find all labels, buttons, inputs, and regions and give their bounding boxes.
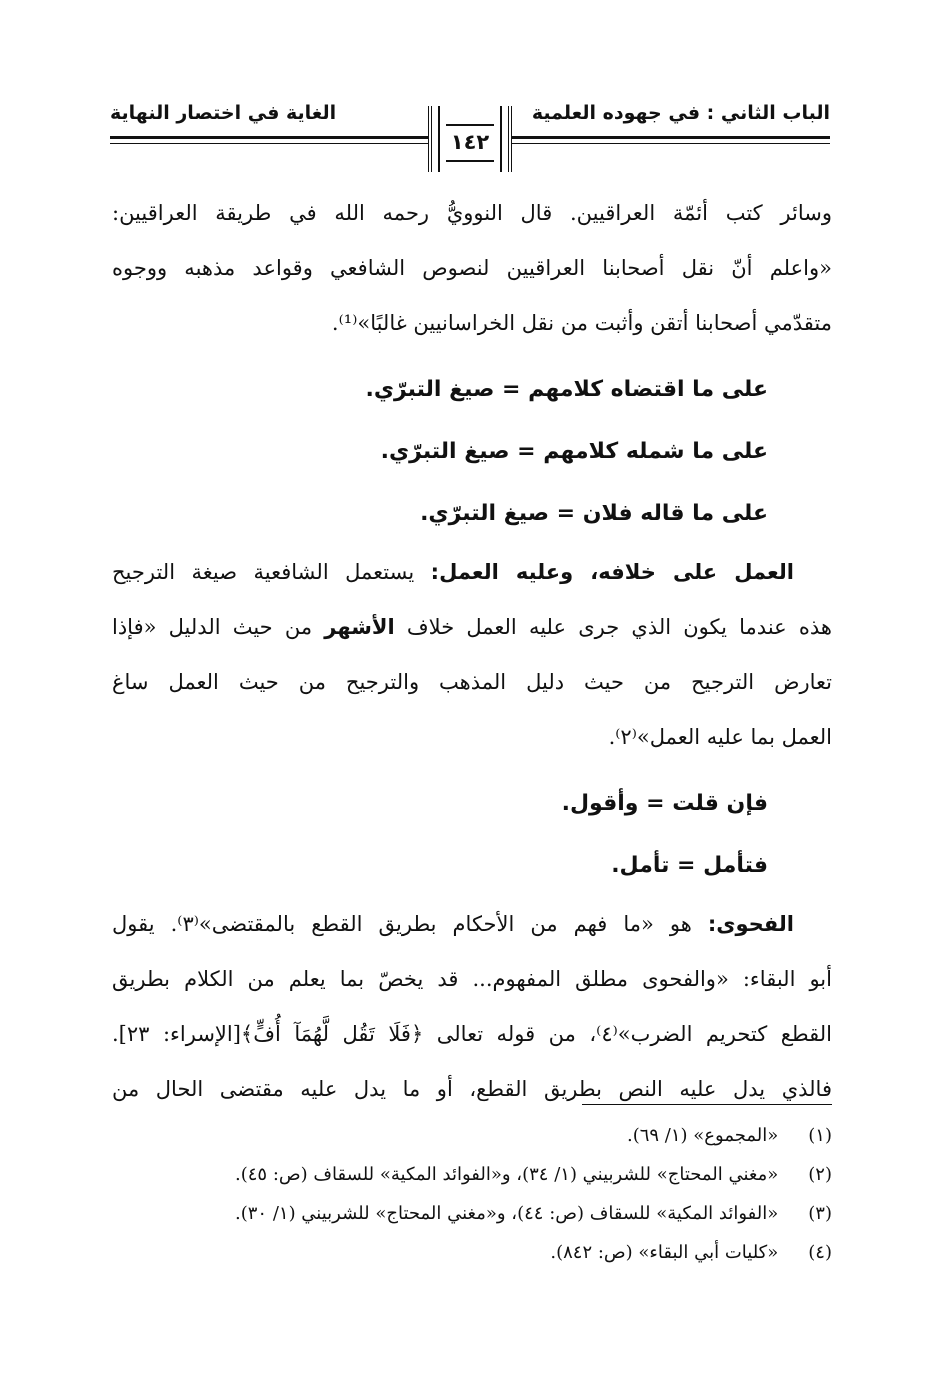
page-number-frame bbox=[428, 106, 512, 172]
footnote-text: «مغني المحتاج» للشربيني (١/ ٣٤)، و«الفوائد المكية» للسقاف (ص: ٤٥). bbox=[235, 1164, 779, 1185]
body-line: القطع كتحريم الضرب»⁽٤⁾، من قوله تعالى ﴿فَلَا تَقُل لَّهُمَآ أُفٍّ﴾[الإسراء: ٢٣]. bbox=[112, 1022, 832, 1046]
footnote-number: (٤) bbox=[808, 1242, 832, 1263]
term-heading: فتأمل = تأمل. bbox=[611, 853, 768, 878]
line-text: يستعمل الشافعية صيغة الترجيح bbox=[112, 560, 415, 584]
term-heading: على ما قاله فلان = صيغ التبرّي. bbox=[420, 501, 768, 526]
term-heading: فإن قلت = وأقول. bbox=[561, 791, 768, 816]
footnote bbox=[112, 1233, 832, 1272]
footnote-separator bbox=[582, 1104, 832, 1105]
body-line: متقدّمي أصحابنا أتقن وأثبت من نقل الخراسانيين غالبًا»⁽¹⁾. bbox=[331, 311, 832, 335]
emphasis-text: الأشهر bbox=[324, 615, 395, 639]
term-label: العمل على خلافه، وعليه العمل: bbox=[430, 560, 794, 584]
body-line: العمل بما عليه العمل»⁽٢⁾. bbox=[608, 725, 832, 749]
footnote bbox=[112, 1194, 832, 1233]
footnote-text: «المجموع» (١/ ٦٩). bbox=[626, 1125, 779, 1146]
body-line: فالذي يدل عليه النص بطريق القطع، أو ما يدل عليه مقتضى الحال من bbox=[112, 1077, 832, 1101]
line-text: هذه عندما يكون الذي جرى عليه العمل خلاف bbox=[406, 615, 832, 639]
body-line bbox=[112, 897, 832, 952]
footnote-number: (١) bbox=[808, 1125, 832, 1146]
term-heading: على ما شمله كلامهم = صيغ التبرّي. bbox=[380, 439, 768, 464]
footnote-text: «كليات أبي البقاء» (ص: ٨٤٢). bbox=[550, 1242, 779, 1263]
page-number: ١٤٢ bbox=[446, 124, 494, 162]
line-text: هو «ما فهم من الأحكام بطريق القطع بالمقتضى»⁽٣⁾. يقول bbox=[112, 912, 692, 936]
term-heading: على ما اقتضاه كلامهم = صيغ التبرّي. bbox=[365, 377, 768, 402]
body-line: أبو البقاء: «والفحوى مطلق المفهوم... قد يخصّ بما يعلم من الكلام بطريق bbox=[112, 967, 832, 991]
body-line bbox=[112, 545, 832, 600]
body-line bbox=[112, 600, 832, 655]
body-line: وسائر كتب أئمّة العراقيين. قال النوويُّ رحمه الله في طريقة العراقيين: bbox=[112, 201, 832, 225]
book-title: الغاية في اختصار النهاية bbox=[110, 102, 337, 124]
running-header bbox=[110, 98, 830, 178]
footnote-number: (٢) bbox=[808, 1164, 832, 1185]
term-label: الفحوى: bbox=[707, 912, 794, 936]
footnote bbox=[112, 1116, 832, 1155]
body-line: تعارض الترجيح من حيث دليل المذهب والترجيح من حيث العمل ساغ bbox=[112, 670, 832, 694]
footnote bbox=[112, 1155, 832, 1194]
footnote-text: «الفوائد المكية» للسقاف (ص: ٤٤)، و«مغني المحتاج» للشربيني (١/ ٣٠). bbox=[235, 1203, 779, 1224]
footnotes bbox=[112, 1116, 832, 1272]
body-text bbox=[112, 186, 832, 1117]
footnote-number: (٣) bbox=[808, 1203, 832, 1224]
chapter-title: الباب الثاني : في جهوده العلمية bbox=[531, 102, 830, 124]
line-text: من حيث الدليل «فإذا bbox=[112, 615, 313, 639]
body-line: «واعلم أنّ نقل أصحابنا العراقيين لنصوص الشافعي وقواعد مذهبه ووجوه bbox=[112, 256, 832, 280]
